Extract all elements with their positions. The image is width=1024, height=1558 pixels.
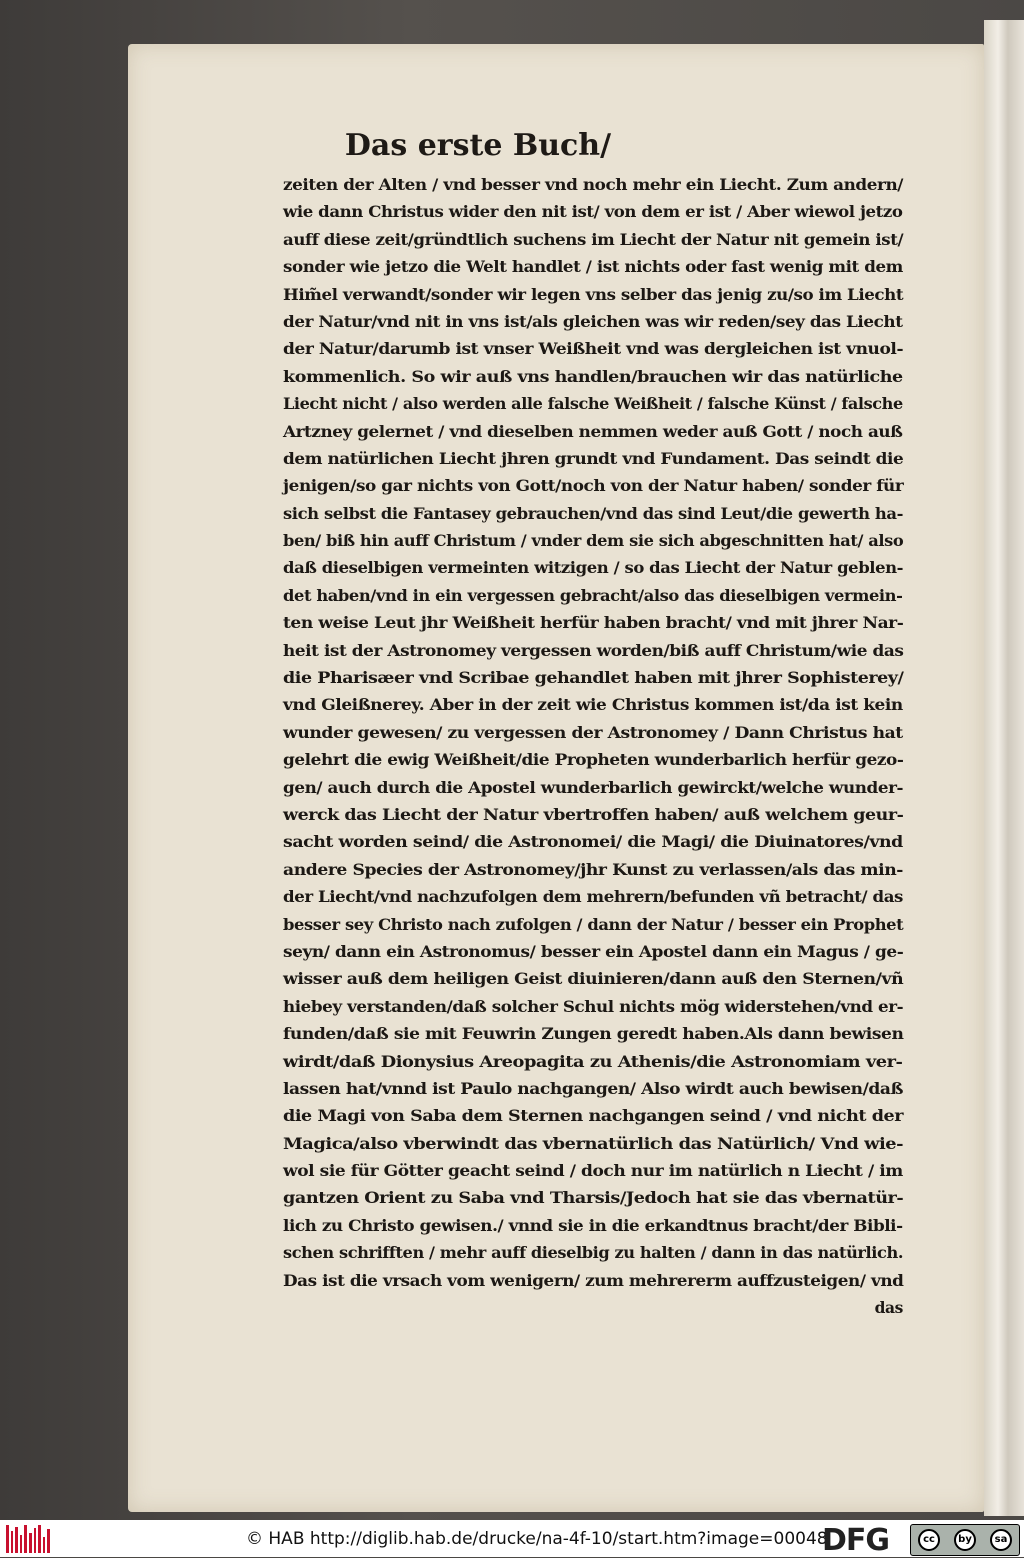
by-icon: by (954, 1529, 976, 1551)
text-line: auff diese zeit/gründtlich suchens im Liecht der Natur nit gemein ist/ (283, 229, 904, 249)
text-line: gelehrt die ewig Weißheit/die Propheten wunderbarlich herfür gezo- (283, 750, 904, 770)
text-line: dem natürlichen Liecht jhren grundt vnd Fundament. Das seindt die (283, 448, 904, 468)
text-line: ten weise Leut jhr Weißheit herfür haben bracht/ vnd mit jhrer Nar- (283, 613, 904, 633)
text-line: der Liecht/vnd nachzufolgen dem mehrern/befunden vñ betracht/ das (283, 887, 903, 907)
text-line: Das ist die vrsach vom wenigern/ zum mehrererm auffzusteigen/ vnd (283, 1270, 904, 1290)
text-line: wol sie für Götter geacht seind / doch nur im natürlich n Liecht / im (283, 1161, 903, 1181)
text-line: die Magi von Saba dem Sternen nachgangen seind / vnd nicht der (283, 1106, 904, 1126)
text-line: heit ist der Astronomey vergessen worden/biß auff Christum/wie das (283, 640, 904, 660)
cc-license-badge[interactable] (910, 1524, 1020, 1556)
text-line: werck das Liecht der Natur vbertroffen haben/ auß welchem geur- (283, 804, 904, 824)
text-line: sonder wie jetzo die Welt handlet / ist nichts oder fast wenig mit dem (283, 257, 903, 277)
text-line: ben/ biß hin auff Christum / vnder dem sie sich abgeschnitten hat/ also (283, 531, 904, 551)
text-line: seyn/ dann ein Astronomus/ besser ein Apostel dann ein Magus / ge- (283, 941, 904, 961)
dfg-logo[interactable]: DFG (822, 1523, 890, 1558)
text-line: lich zu Christo gewisen./ vnnd sie in die erkandtnus bracht/der Bibli- (283, 1215, 903, 1235)
text-line: hiebey verstanden/daß solcher Schul nichts mög widerstehen/vnd er- (283, 996, 904, 1016)
text-line: schen schrifften / mehr auff dieselbig zu halten / dann in das natürlich. (283, 1243, 904, 1263)
footer-copyright-link[interactable]: © HAB http://diglib.hab.de/drucke/na-4f-10/start.htm?image=00048 (246, 1529, 828, 1549)
sa-icon: sa (990, 1529, 1012, 1551)
next-page-edge (984, 20, 1024, 1516)
text-line: lassen hat/vnnd ist Paulo nachgangen/ Also wirdt auch bewisen/daß (283, 1078, 904, 1098)
text-line: der Natur/darumb ist vnser Weißheit vnd was dergleichen ist vnuol- (283, 339, 904, 359)
text-line: vnd Gleißnerey. Aber in der zeit wie Christus kommen ist/da ist kein (283, 695, 903, 715)
text-line: sacht worden seind/ die Astronomei/ die Magi/ die Diuinatores/vnd (283, 832, 903, 852)
text-line: Artzney gelernet / vnd dieselben nemmen weder auß Gott / noch auß (283, 421, 903, 441)
text-line: wisser auß dem heiligen Geist diuinieren/dann auß den Sternen/vñ (283, 969, 904, 989)
text-line: Magica/also vberwindt das vbernatürlich das Natürlich/ Vnd wie- (283, 1133, 904, 1153)
text-line: jenigen/so gar nichts von Gott/noch von der Natur haben/ sonder für (283, 476, 904, 496)
cc-icon: cc (918, 1529, 940, 1551)
page-heading: Das erste Buch/ (344, 128, 612, 163)
text-line: besser sey Christo nach zufolgen / dann der Natur / besser ein Prophet (283, 914, 904, 934)
text-line: die Pharisæer vnd Scribae gehandlet haben mit jhrer Sophisterey/ (283, 668, 904, 688)
text-line: Liecht nicht / also werden alle falsche Weißheit / falsche Künst / falsche (283, 394, 903, 414)
text-line: wie dann Christus wider den nit ist/ von dem er ist / Aber wiewol jetzo (283, 202, 903, 222)
text-line: wirdt/daß Dionysius Areopagita zu Athenis/die Astronomiam ver- (283, 1051, 903, 1071)
text-line: sich selbst die Fantasey gebrauchen/vnd das sind Leut/die gewerth ha- (283, 503, 903, 523)
text-line: kommenlich. So wir auß vns handlen/brauchen wir das natürliche (283, 366, 903, 386)
text-line: gen/ auch durch die Apostel wunderbarlich gewirckt/welche wunder- (283, 777, 904, 797)
text-line: das (874, 1298, 903, 1318)
text-line: wunder gewesen/ zu vergessen der Astronomey / Dann Christus hat (283, 722, 903, 742)
text-line: der Natur/vnd nit in vns ist/als gleichen was wir reden/sey das Liecht (283, 311, 903, 331)
text-line: funden/daß sie mit Feuwrin Zungen geredt haben.Als dann bewisen (283, 1024, 904, 1044)
text-line: gantzen Orient zu Saba vnd Tharsis/Jedoch hat sie das vbernatür- (283, 1188, 904, 1208)
hab-logo-icon[interactable] (6, 1525, 50, 1553)
text-line: andere Species der Astronomey/jhr Kunst zu verlassen/als das min- (283, 859, 903, 879)
text-line: det haben/vnd in ein vergessen gebracht/also das dieselbigen vermein- (283, 585, 903, 605)
text-line: daß dieselbigen vermeinten witzigen / so das Liecht der Natur geblen- (283, 558, 904, 578)
text-line: zeiten der Alten / vnd besser vnd noch mehr ein Liecht. Zum andern/ (283, 175, 903, 194)
text-line: Him̃el verwandt/sonder wir legen vns selber das jenig zu/so im Liecht (283, 284, 904, 304)
text-block (283, 171, 903, 1321)
footer-bar (0, 1520, 1024, 1557)
